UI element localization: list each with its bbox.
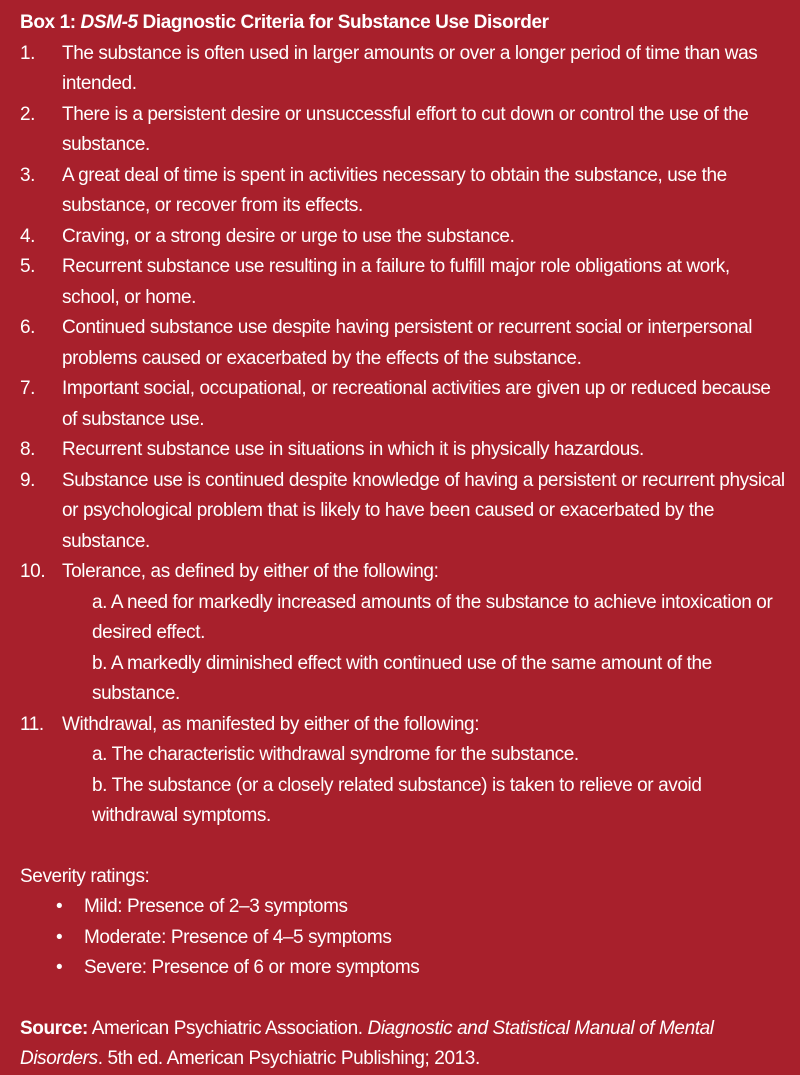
criterion-number: 2.	[20, 103, 36, 125]
severity-text: Mild: Presence of 2–3 symptoms	[84, 896, 348, 917]
criterion-text: Craving, or a strong desire or urge to use the substance.	[62, 225, 515, 247]
criterion-text: A great deal of time is spent in activities necessary to obtain the substance, use the substance, or recover from its effects.	[62, 164, 727, 216]
criterion-item	[20, 710, 786, 832]
box-title-rest: Diagnostic Criteria for Substance Use Disorder	[137, 12, 549, 33]
criterion-number: 7.	[20, 378, 36, 399]
criterion-item	[20, 252, 786, 313]
severity-list	[20, 892, 786, 984]
criterion-number: 10.	[20, 561, 46, 582]
source-publication: . 5th ed. American Psychiatric Publishing; 2013.	[97, 1048, 480, 1069]
source-label: Source:	[20, 1017, 88, 1039]
source-org: American Psychiatric Association.	[87, 1017, 368, 1039]
severity-item	[20, 892, 786, 923]
spacer	[20, 984, 786, 1014]
spacer	[20, 832, 786, 862]
severity-heading: Severity ratings:	[20, 865, 150, 887]
criterion-item	[20, 161, 786, 222]
severity-text: Moderate: Presence of 4–5 symptoms	[84, 926, 392, 948]
severity-item	[20, 953, 786, 984]
criterion-number: 1.	[20, 42, 36, 64]
box-title	[20, 8, 786, 39]
criterion-item	[20, 466, 786, 558]
criterion-item	[20, 374, 786, 435]
criterion-item	[20, 222, 786, 253]
bullet-icon: •	[56, 926, 63, 948]
criterion-number: 6.	[20, 317, 36, 338]
bullet-icon: •	[56, 957, 63, 978]
criterion-subitem: a. A need for markedly increased amounts of the substance to achieve intoxication or desired effect.	[92, 591, 773, 643]
criterion-text: There is a persistent desire or unsuccessful effort to cut down or control the use of the substance.	[62, 103, 749, 155]
criterion-text: The substance is often used in larger amounts or over a longer period of time than was intended.	[62, 42, 758, 94]
criterion-item	[20, 39, 786, 100]
criterion-subitem: b. A markedly diminished effect with continued use of the same amount of the substance.	[92, 652, 712, 704]
criterion-number: 8.	[20, 439, 36, 460]
criterion-text: Tolerance, as defined by either of the following:	[62, 561, 439, 582]
criterion-subitem: b. The substance (or a closely related substance) is taken to relieve or avoid withdrawal symptoms.	[92, 774, 702, 826]
criterion-number: 9.	[20, 469, 36, 491]
criterion-item	[20, 435, 786, 466]
criterion-item	[20, 557, 786, 710]
criterion-number: 5.	[20, 256, 36, 277]
criterion-text: Continued substance use despite having persistent or recurrent social or interpersonal problems caused or exacerbated by the effects of the substance.	[62, 317, 753, 369]
criteria-list	[20, 39, 786, 832]
criterion-text: Recurrent substance use resulting in a failure to fulfill major role obligations at work, school, or home.	[62, 256, 730, 308]
criterion-text: Substance use is continued despite knowledge of having a persistent or recurrent physical or psychological problem that is likely to have been caused or exacerbated by the substance.	[62, 469, 785, 552]
criterion-item	[20, 313, 786, 374]
criterion-text: Important social, occupational, or recreational activities are given up or reduced because of substance use.	[62, 378, 771, 430]
criterion-number: 3.	[20, 164, 36, 186]
source-citation	[20, 1014, 786, 1075]
criterion-subitem: a. The characteristic withdrawal syndrome for the substance.	[92, 744, 579, 765]
bullet-icon: •	[56, 896, 63, 917]
severity-text: Severe: Presence of 6 or more symptoms	[84, 957, 420, 978]
box-title-dsm: DSM-5	[80, 12, 138, 33]
criterion-number: 4.	[20, 225, 36, 247]
severity-item	[20, 923, 786, 954]
criterion-number: 11.	[20, 713, 44, 735]
source-book-title: Diagnostic and Statistical Manual of Mental Disorders	[20, 1017, 714, 1069]
box-label: Box 1:	[20, 12, 81, 33]
criterion-item	[20, 100, 786, 161]
criterion-text: Recurrent substance use in situations in which it is physically hazardous.	[62, 439, 644, 460]
criterion-text: Withdrawal, as manifested by either of the following:	[62, 713, 480, 735]
